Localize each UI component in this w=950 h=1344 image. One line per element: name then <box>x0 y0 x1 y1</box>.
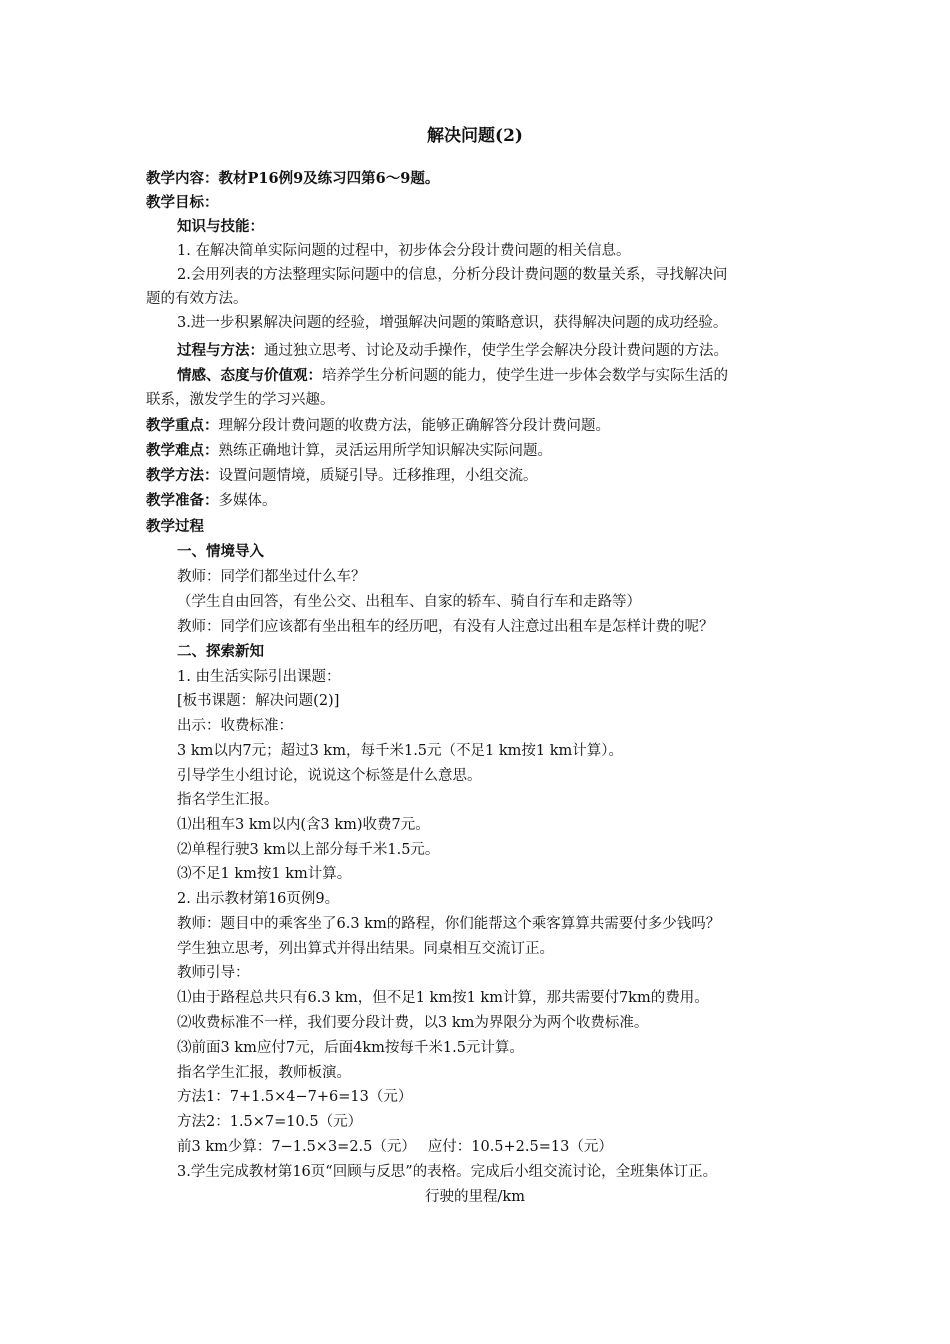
procedure-heading: 教学过程 <box>146 518 204 535</box>
paragraph: 引导学生小组讨论，说说这个标签是什么意思。 <box>177 768 482 784</box>
section-1-heading: 一、情境导入 <box>177 543 264 560</box>
method-text: 设置问题情境，质疑引导。迁移推理，小组交流。 <box>218 468 538 484</box>
paragraph: ⑶不足1 km按1 km计算。 <box>177 866 352 882</box>
goal-item-3: 3.进一步积累解决问题的经验，增强解决问题的策略意识，获得解决问题的成功经验。 <box>177 315 728 331</box>
knowledge-label: 知识与技能： <box>177 218 264 235</box>
difficulty-label: 教学难点： <box>146 442 219 459</box>
content-text: 教材P16例9及练习四第6～9题。 <box>218 170 440 187</box>
method-label: 教学方法： <box>146 467 219 484</box>
paragraph: 出示：收费标准： <box>177 718 293 734</box>
paragraph: 3 km以内7元；超过3 km，每千米1.5元（不足1 km按1 km计算）。 <box>177 743 624 759</box>
paragraph: 1. 由生活实际引出课题： <box>177 669 341 685</box>
goal-item-2-cont: 题的有效方法。 <box>146 291 248 307</box>
key-text: 理解分段计费问题的收费方法，能够正确解答分段计费问题。 <box>218 418 610 434</box>
process-line <box>177 339 728 363</box>
paragraph: 学生独立思考，列出算式并得出结果。同桌相互交流订正。 <box>177 941 554 957</box>
goal-label: 教学目标： <box>146 194 219 211</box>
paragraph: ⑵单程行驶3 km以上部分每千米1.5元。 <box>177 842 440 858</box>
goal-item-2: 2.会用列表的方法整理实际问题中的信息，分析分段计费问题的数量关系，寻找解决问 <box>177 267 728 283</box>
formula-line: 方法2：1.5×7=10.5（元） <box>177 1114 363 1130</box>
paragraph: ⑵收费标准不一样，我们要分段计费，以3 km为界限分为两个收费标准。 <box>177 1015 649 1031</box>
section-2-heading: 二、探索新知 <box>177 643 264 660</box>
emotion-label: 情感、态度与价值观： <box>177 367 322 384</box>
prep-text: 多媒体。 <box>218 493 277 509</box>
paragraph: [板书课题：解决问题(2)] <box>177 693 340 709</box>
method-line <box>146 464 538 488</box>
paragraph: ⑴出租车3 km以内(含3 km)收费7元。 <box>177 817 430 833</box>
formula-line: 前3 km少算：7−1.5×3=2.5（元） 应付：10.5+2.5=13（元） <box>177 1139 613 1155</box>
goal-item-1: 1. 在解决简单实际问题的过程中，初步体会分段计费问题的相关信息。 <box>177 243 631 259</box>
key-line <box>146 414 610 438</box>
process-text: 通过独立思考、讨论及动手操作，使学生学会解决分段计费问题的方法。 <box>264 343 728 359</box>
prep-line <box>146 489 277 513</box>
document-title: 解决问题(2) <box>427 126 523 146</box>
table-caption: 行驶的里程/km <box>425 1189 525 1205</box>
key-label: 教学重点： <box>146 417 219 434</box>
difficulty-text: 熟练正确地计算，灵活运用所学知识解决实际问题。 <box>218 443 552 459</box>
content-line <box>146 167 439 191</box>
paragraph: 教师引导： <box>177 965 250 981</box>
paragraph: ⑶前面3 km应付7元，后面4km按每千米1.5元计算。 <box>177 1040 524 1056</box>
formula-line: 方法1：7+1.5×4−7+6=13（元） <box>177 1089 413 1105</box>
paragraph: （学生自由回答，有坐公交、出租车、自家的轿车、骑自行车和走路等） <box>177 594 641 610</box>
paragraph: 2. 出示教材第16页例9。 <box>177 891 340 907</box>
paragraph: 教师：同学们应该都有坐出租车的经历吧，有没有人注意过出租车是怎样计费的呢？ <box>177 619 714 635</box>
paragraph: 3.学生完成教材第16页“回顾与反思”的表格。完成后小组交流讨论，全班集体订正。 <box>177 1164 718 1180</box>
paragraph: 教师：同学们都坐过什么车？ <box>177 569 366 585</box>
emotion-line <box>177 364 728 388</box>
emotion-line-cont: 联系，激发学生的学习兴趣。 <box>146 392 335 408</box>
paragraph: 指名学生汇报，教师板演。 <box>177 1065 351 1081</box>
paragraph: ⑴由于路程总共只有6.3 km，但不足1 km按1 km计算，那共需要付7km的费用。 <box>177 990 709 1006</box>
paragraph: 指名学生汇报。 <box>177 792 279 808</box>
difficulty-line <box>146 439 552 463</box>
content-label: 教学内容： <box>146 170 219 187</box>
emotion-text: 培养学生分析问题的能力，使学生进一步体会数学与实际生活的 <box>322 368 728 384</box>
process-label: 过程与方法： <box>177 342 264 359</box>
prep-label: 教学准备： <box>146 492 219 509</box>
paragraph: 教师：题目中的乘客坐了6.3 km的路程，你们能帮这个乘客算算共需要付多少钱吗？ <box>177 916 721 932</box>
